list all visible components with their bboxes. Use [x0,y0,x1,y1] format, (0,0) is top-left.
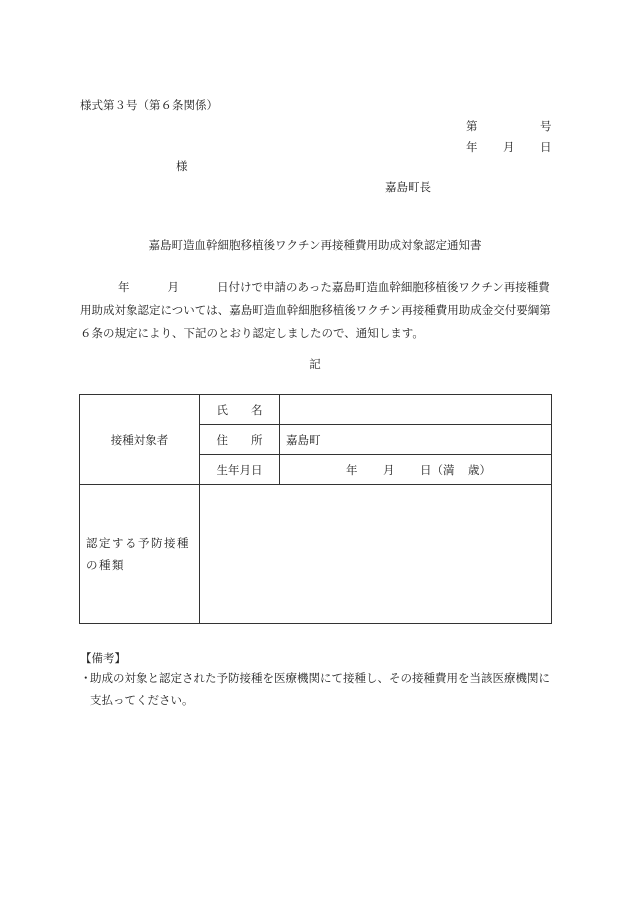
ki-heading: 記 [309,357,321,371]
name-value [280,395,552,425]
issue-date-year: 年 [466,140,478,154]
issue-date [466,139,552,155]
addressee-suffix: 様 [176,159,188,173]
vaccination-type-value [200,485,552,624]
body-paragraph [80,276,560,345]
address-value: 嘉島町 [280,425,552,455]
dob-month: 月 [383,462,395,477]
name-label: 氏 名 [200,395,280,425]
document-title: 嘉島町造血幹細胞移植後ワクチン再接種費用助成対象認定通知書 [148,238,482,252]
issue-date-day: 日 [540,140,552,154]
document-number [466,118,552,134]
issue-date-month: 月 [503,140,515,154]
notes-item [80,667,558,711]
document-number-suffix: 号 [540,119,552,133]
issuer-name: 嘉島町長 [385,180,431,194]
subject-label: 接種対象者 [80,395,200,485]
dob-day: 日（満 [420,462,455,477]
notes-heading: 【備考】 [80,651,126,665]
dob-value [280,455,552,485]
dob-label: 生年月日 [200,455,280,485]
address-label: 住 所 [200,425,280,455]
dob-age: 歳） [468,462,491,477]
document-number-prefix: 第 [466,119,478,133]
vaccination-type-label: 認定する予防接種の種類 [80,485,200,624]
form-number-label: 様式第３号（第６条関係） [80,98,218,112]
body-month: 月 [167,280,179,294]
dob-year: 年 [346,462,358,477]
bullet-icon: ・ [80,671,92,685]
certification-table [79,394,552,624]
body-text: 日付けで申請のあった嘉島町造血幹細胞移植後ワクチン再接種費用助成対象認定については、嘉島町造血幹細胞移植後ワクチン再接種費用助成金交付要綱第６条の規定により、下記のとおり認定しましたので、通知します。 [80,280,551,340]
notes-item-text: 助成の対象と認定された予防接種を医療機関にて接種し、その接種費用を当該医療機関に支払ってください。 [90,671,550,707]
body-year: 年 [118,280,130,294]
